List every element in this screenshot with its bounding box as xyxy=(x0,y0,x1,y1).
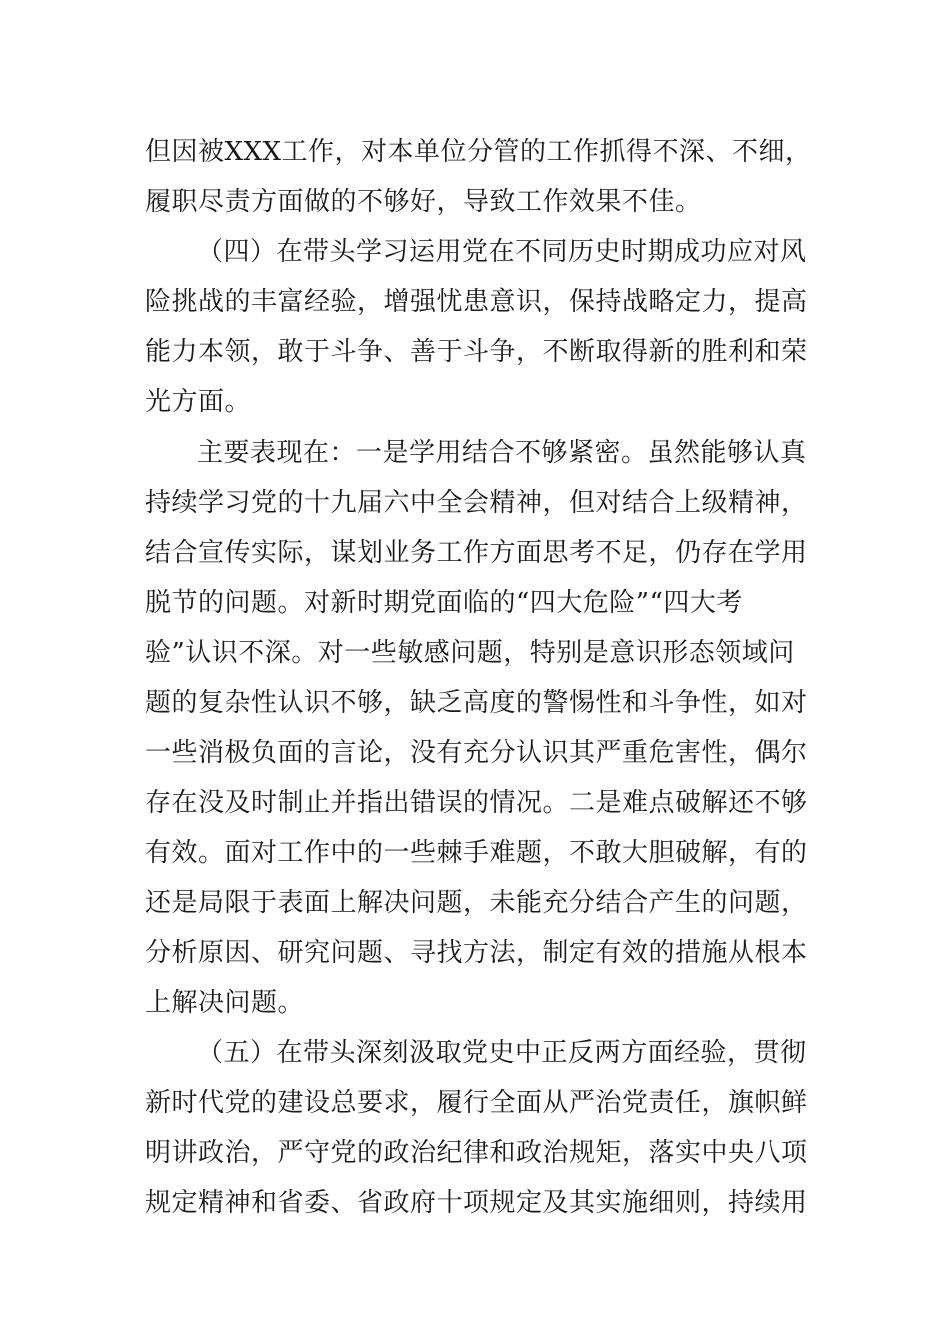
paragraph-line-7: 一些消极负面的言论，没有充分认识其严重危害性，偶尔 xyxy=(145,738,808,768)
paragraph-line-6: 题的复杂性认识不够，缺乏高度的警惕性和斗争性，如对 xyxy=(145,688,808,718)
paragraph-line-11: 分析原因、研究问题、寻找方法，制定有效的措施从根本 xyxy=(145,938,808,968)
text-line-2: 履职尽责方面做的不够好，导致工作效果不佳。 xyxy=(145,187,702,217)
section-four-heading-line-2: 险挑战的丰富经验，增强忧患意识，保持战略定力，提高 xyxy=(145,287,808,317)
section-four-heading-line-3: 能力本领，敢于斗争、善于斗争，不断取得新的胜利和荣 xyxy=(145,337,808,367)
paragraph-line-8: 存在没及时制止并指出错误的情况。二是难点破解还不够 xyxy=(145,788,808,818)
section-four-heading-line-1: （四）在带头学习运用党在不同历史时期成功应对风 xyxy=(197,237,807,267)
paragraph-line-5: 验”认识不深。对一些敏感问题，特别是意识形态领域问 xyxy=(145,638,795,668)
section-five-heading-line-3: 明讲政治，严守党的政治纪律和政治规矩，落实中央八项 xyxy=(145,1138,808,1168)
paragraph-line-2: 持续学习党的十九届六中全会精神，但对结合上级精神， xyxy=(145,488,808,518)
section-five-heading-line-1: （五）在带头深刻汲取党史中正反两方面经验，贯彻 xyxy=(197,1038,807,1068)
paragraph-line-12: 上解决问题。 xyxy=(145,988,305,1018)
text-line-1: 但因被XXX工作，对本单位分管的工作抓得不深、不细， xyxy=(145,137,812,167)
paragraph-line-3: 结合宣传实际，谋划业务工作方面思考不足，仍存在学用 xyxy=(145,538,808,568)
section-five-heading-line-2: 新时代党的建设总要求，履行全面从严治党责任，旗帜鲜 xyxy=(145,1088,808,1118)
paragraph-line-4: 脱节的问题。对新时期党面临的“四大危险”“四大考 xyxy=(145,588,743,618)
section-four-heading-line-4: 光方面。 xyxy=(145,387,252,417)
paragraph-line-1: 主要表现在：一是学用结合不够紧密。虽然能够认真 xyxy=(197,438,807,468)
paragraph-line-10: 还是局限于表面上解决问题，未能充分结合产生的问题， xyxy=(145,888,808,918)
section-five-heading-line-4: 规定精神和省委、省政府十项规定及其实施细则，持续用 xyxy=(145,1188,808,1218)
paragraph-line-9: 有效。面对工作中的一些棘手难题，不敢大胆破解，有的 xyxy=(145,838,808,868)
